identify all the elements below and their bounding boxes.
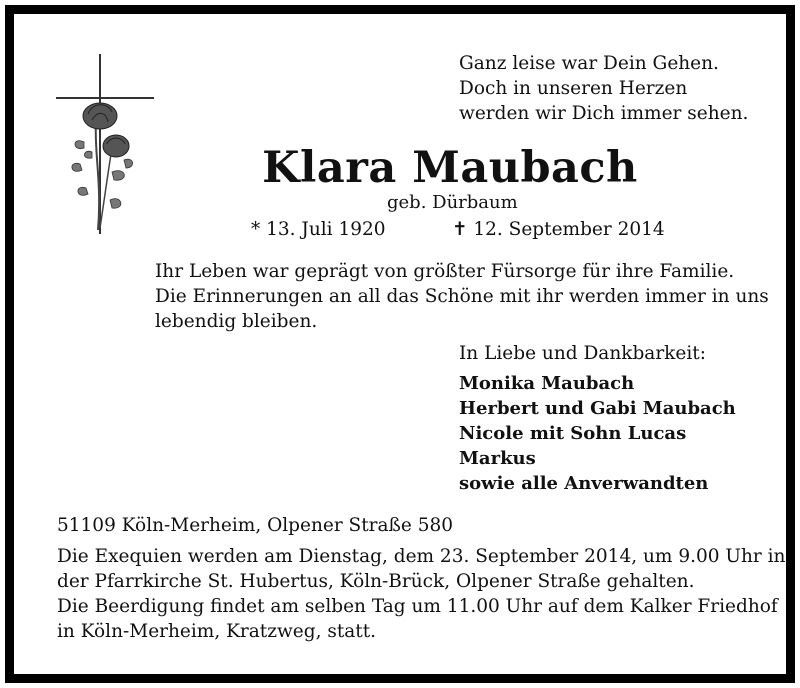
birth-date: * 13. Juli 1920 [251, 219, 386, 240]
tribute-line: Die Erinnerungen an all das Schöne mit ihr werden immer in uns [155, 286, 769, 307]
mourner-name: Herbert und Gabi Maubach [459, 398, 736, 419]
motto-line: Doch in unseren Herzen [459, 78, 688, 99]
tribute-line: Ihr Leben war geprägt von größter Fürsorge für ihre Familie. [155, 261, 735, 282]
service-line: in Köln-Merheim, Kratzweg, statt. [57, 621, 377, 642]
mourner-name: sowie alle Anverwandten [459, 473, 709, 494]
mourner-name: Monika Maubach [459, 373, 635, 394]
deceased-name: Klara Maubach [262, 143, 638, 193]
mourner-name: Nicole mit Sohn Lucas [459, 423, 687, 444]
service-line: Die Exequien werden am Dienstag, dem 23. September 2014, um 9.00 Uhr in [57, 546, 786, 567]
family-address: 51109 Köln-Merheim, Olpener Straße 580 [57, 515, 454, 536]
tribute-line: lebendig bleiben. [155, 311, 318, 332]
motto-line: Ganz leise war Dein Gehen. [459, 53, 719, 74]
service-line: Die Beerdigung findet am selben Tag um 11.00 Uhr auf dem Kalker Friedhof [57, 596, 778, 617]
motto-line: werden wir Dich immer sehen. [459, 103, 749, 124]
motto-verse [459, 51, 748, 126]
tribute-text [155, 259, 769, 334]
death-date: ✝ 12. September 2014 [452, 219, 665, 240]
maiden-name: geb. Dürbaum [387, 192, 518, 213]
signoff-intro: In Liebe und Dankbarkeit: [459, 343, 706, 364]
service-line: der Pfarrkirche St. Hubertus, Köln-Brück, Olpener Straße gehalten. [57, 571, 695, 592]
mourners-list [459, 371, 736, 496]
service-details [57, 544, 785, 644]
mourner-name: Markus [459, 448, 536, 469]
